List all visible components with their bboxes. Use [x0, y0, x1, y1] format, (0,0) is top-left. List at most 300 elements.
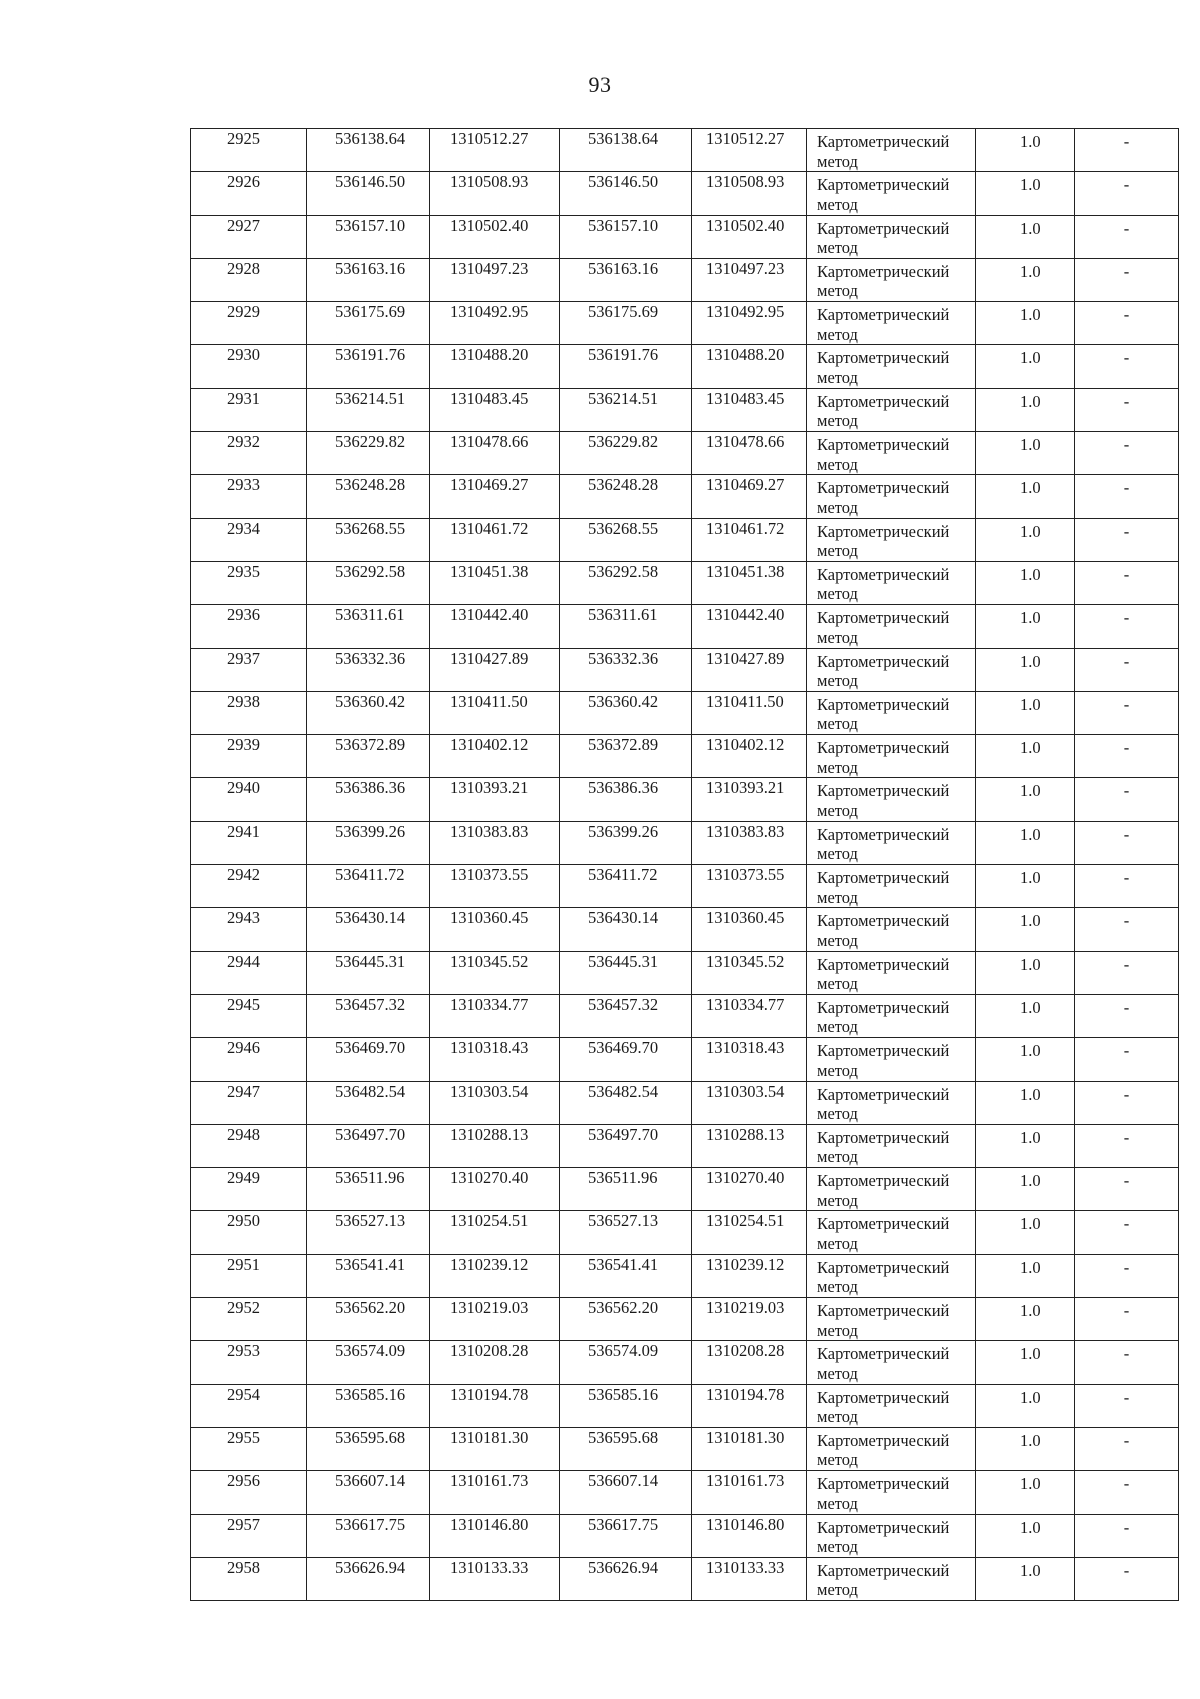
method-line-2: метод: [817, 151, 858, 171]
point-number-cell: 2958: [191, 1557, 307, 1600]
description-cell: -: [1075, 561, 1179, 604]
x-coordinate-existing-cell: 536214.51: [560, 388, 692, 431]
method-cell: [807, 1514, 976, 1557]
table-row: [191, 1254, 1179, 1297]
y-coordinate-cell: 1310393.21: [430, 778, 560, 821]
accuracy-cell: 1.0: [976, 302, 1075, 345]
accuracy-cell: 1.0: [976, 951, 1075, 994]
method-line-1: Картометрический: [817, 1474, 950, 1494]
method-line-2: метод: [817, 1017, 858, 1037]
x-coordinate-existing-cell: 536607.14: [560, 1471, 692, 1514]
method-line-2: метод: [817, 1190, 858, 1210]
method-line-2: метод: [817, 1450, 858, 1470]
table-row: [191, 648, 1179, 691]
description-cell: -: [1075, 1081, 1179, 1124]
method-line-2: метод: [817, 974, 858, 994]
x-coordinate-existing-cell: 536617.75: [560, 1514, 692, 1557]
y-coordinate-existing-cell: 1310411.50: [692, 691, 807, 734]
method-line-1: Картометрический: [817, 1387, 950, 1407]
description-cell: -: [1075, 865, 1179, 908]
x-coordinate-cell: 536268.55: [307, 518, 430, 561]
method-line-1: Картометрический: [817, 1517, 950, 1537]
table-row: [191, 518, 1179, 561]
y-coordinate-cell: 1310239.12: [430, 1254, 560, 1297]
point-number-cell: 2933: [191, 475, 307, 518]
method-line-1: Картометрический: [817, 738, 950, 758]
point-number-cell: 2956: [191, 1471, 307, 1514]
method-cell: [807, 432, 976, 475]
x-coordinate-existing-cell: 536157.10: [560, 215, 692, 258]
x-coordinate-cell: 536574.09: [307, 1341, 430, 1384]
y-coordinate-existing-cell: 1310161.73: [692, 1471, 807, 1514]
description-cell: -: [1075, 1384, 1179, 1427]
y-coordinate-cell: 1310219.03: [430, 1298, 560, 1341]
method-cell: [807, 908, 976, 951]
x-coordinate-cell: 536292.58: [307, 561, 430, 604]
method-cell: [807, 1471, 976, 1514]
point-number-cell: 2932: [191, 432, 307, 475]
accuracy-cell: 1.0: [976, 605, 1075, 648]
method-cell: [807, 1427, 976, 1470]
table-row: [191, 215, 1179, 258]
x-coordinate-existing-cell: 536469.70: [560, 1038, 692, 1081]
x-coordinate-cell: 536386.36: [307, 778, 430, 821]
y-coordinate-existing-cell: 1310133.33: [692, 1557, 807, 1600]
point-number-cell: 2951: [191, 1254, 307, 1297]
method-line-2: метод: [817, 497, 858, 517]
point-number-cell: 2940: [191, 778, 307, 821]
point-number-cell: 2929: [191, 302, 307, 345]
table-row: [191, 994, 1179, 1037]
method-line-1: Картометрический: [817, 868, 950, 888]
method-line-2: метод: [817, 411, 858, 431]
description-cell: -: [1075, 1341, 1179, 1384]
method-cell: [807, 258, 976, 301]
description-cell: -: [1075, 432, 1179, 475]
description-cell: -: [1075, 648, 1179, 691]
method-line-2: метод: [817, 1493, 858, 1513]
point-number-cell: 2950: [191, 1211, 307, 1254]
y-coordinate-cell: 1310334.77: [430, 994, 560, 1037]
x-coordinate-existing-cell: 536497.70: [560, 1124, 692, 1167]
y-coordinate-cell: 1310502.40: [430, 215, 560, 258]
y-coordinate-existing-cell: 1310208.28: [692, 1341, 807, 1384]
x-coordinate-cell: 536360.42: [307, 691, 430, 734]
x-coordinate-cell: 536497.70: [307, 1124, 430, 1167]
method-line-1: Картометрический: [817, 1171, 950, 1191]
x-coordinate-cell: 536138.64: [307, 129, 430, 172]
method-cell: [807, 605, 976, 648]
y-coordinate-existing-cell: 1310508.93: [692, 172, 807, 215]
description-cell: -: [1075, 951, 1179, 994]
accuracy-cell: 1.0: [976, 735, 1075, 778]
y-coordinate-existing-cell: 1310461.72: [692, 518, 807, 561]
y-coordinate-cell: 1310303.54: [430, 1081, 560, 1124]
coordinates-table: [190, 128, 1179, 1601]
method-line-2: метод: [817, 1233, 858, 1253]
method-cell: [807, 1081, 976, 1124]
x-coordinate-cell: 536445.31: [307, 951, 430, 994]
x-coordinate-cell: 536595.68: [307, 1427, 430, 1470]
method-line-2: метод: [817, 1060, 858, 1080]
x-coordinate-existing-cell: 536399.26: [560, 821, 692, 864]
y-coordinate-cell: 1310451.38: [430, 561, 560, 604]
description-cell: -: [1075, 345, 1179, 388]
method-cell: [807, 475, 976, 518]
point-number-cell: 2954: [191, 1384, 307, 1427]
point-number-cell: 2942: [191, 865, 307, 908]
x-coordinate-cell: 536191.76: [307, 345, 430, 388]
y-coordinate-cell: 1310194.78: [430, 1384, 560, 1427]
y-coordinate-cell: 1310288.13: [430, 1124, 560, 1167]
accuracy-cell: 1.0: [976, 1557, 1075, 1600]
x-coordinate-cell: 536163.16: [307, 258, 430, 301]
y-coordinate-existing-cell: 1310334.77: [692, 994, 807, 1037]
y-coordinate-existing-cell: 1310345.52: [692, 951, 807, 994]
y-coordinate-cell: 1310508.93: [430, 172, 560, 215]
accuracy-cell: 1.0: [976, 1081, 1075, 1124]
x-coordinate-existing-cell: 536585.16: [560, 1384, 692, 1427]
method-line-2: метод: [817, 1320, 858, 1340]
method-line-2: метод: [817, 1277, 858, 1297]
point-number-cell: 2926: [191, 172, 307, 215]
table-row: [191, 821, 1179, 864]
method-cell: [807, 821, 976, 864]
y-coordinate-cell: 1310208.28: [430, 1341, 560, 1384]
method-cell: [807, 865, 976, 908]
y-coordinate-existing-cell: 1310219.03: [692, 1298, 807, 1341]
table-row: [191, 561, 1179, 604]
table-row: [191, 1211, 1179, 1254]
table-row: [191, 1081, 1179, 1124]
description-cell: -: [1075, 1254, 1179, 1297]
method-line-2: метод: [817, 757, 858, 777]
method-line-1: Картометрический: [817, 435, 950, 455]
method-line-1: Картометрический: [817, 1257, 950, 1277]
table-row: [191, 1384, 1179, 1427]
point-number-cell: 2935: [191, 561, 307, 604]
y-coordinate-existing-cell: 1310270.40: [692, 1168, 807, 1211]
method-line-2: метод: [817, 1363, 858, 1383]
method-line-2: метод: [817, 800, 858, 820]
accuracy-cell: 1.0: [976, 1168, 1075, 1211]
method-cell: [807, 345, 976, 388]
method-line-1: Картометрический: [817, 478, 950, 498]
y-coordinate-existing-cell: 1310478.66: [692, 432, 807, 475]
method-cell: [807, 388, 976, 431]
y-coordinate-existing-cell: 1310373.55: [692, 865, 807, 908]
point-number-cell: 2944: [191, 951, 307, 994]
x-coordinate-existing-cell: 536595.68: [560, 1427, 692, 1470]
method-line-1: Картометрический: [817, 694, 950, 714]
x-coordinate-existing-cell: 536191.76: [560, 345, 692, 388]
x-coordinate-cell: 536527.13: [307, 1211, 430, 1254]
table-row: [191, 475, 1179, 518]
description-cell: -: [1075, 1557, 1179, 1600]
accuracy-cell: 1.0: [976, 691, 1075, 734]
table-row: [191, 302, 1179, 345]
x-coordinate-existing-cell: 536541.41: [560, 1254, 692, 1297]
point-number-cell: 2931: [191, 388, 307, 431]
method-cell: [807, 129, 976, 172]
method-line-1: Картометрический: [817, 1084, 950, 1104]
y-coordinate-existing-cell: 1310427.89: [692, 648, 807, 691]
method-cell: [807, 691, 976, 734]
method-cell: [807, 1557, 976, 1600]
y-coordinate-existing-cell: 1310492.95: [692, 302, 807, 345]
y-coordinate-cell: 1310461.72: [430, 518, 560, 561]
method-line-2: метод: [817, 1537, 858, 1556]
accuracy-cell: 1.0: [976, 908, 1075, 951]
y-coordinate-existing-cell: 1310360.45: [692, 908, 807, 951]
method-line-2: метод: [817, 714, 858, 734]
method-line-1: Картометрический: [817, 1041, 950, 1061]
method-cell: [807, 994, 976, 1037]
x-coordinate-existing-cell: 536386.36: [560, 778, 692, 821]
method-line-1: Картометрический: [817, 997, 950, 1017]
table-row: [191, 1557, 1179, 1600]
accuracy-cell: 1.0: [976, 994, 1075, 1037]
x-coordinate-existing-cell: 536445.31: [560, 951, 692, 994]
method-cell: [807, 778, 976, 821]
table-row: [191, 1427, 1179, 1470]
description-cell: -: [1075, 475, 1179, 518]
description-cell: -: [1075, 388, 1179, 431]
accuracy-cell: 1.0: [976, 1038, 1075, 1081]
description-cell: -: [1075, 172, 1179, 215]
method-cell: [807, 561, 976, 604]
y-coordinate-cell: 1310181.30: [430, 1427, 560, 1470]
description-cell: -: [1075, 908, 1179, 951]
point-number-cell: 2945: [191, 994, 307, 1037]
table-row: [191, 432, 1179, 475]
y-coordinate-cell: 1310478.66: [430, 432, 560, 475]
method-cell: [807, 1038, 976, 1081]
method-line-2: метод: [817, 367, 858, 387]
table-row: [191, 865, 1179, 908]
method-line-2: метод: [817, 194, 858, 214]
y-coordinate-existing-cell: 1310483.45: [692, 388, 807, 431]
accuracy-cell: 1.0: [976, 1254, 1075, 1297]
method-line-2: метод: [817, 1580, 858, 1600]
x-coordinate-cell: 536585.16: [307, 1384, 430, 1427]
description-cell: -: [1075, 1471, 1179, 1514]
table-body: [191, 129, 1179, 1601]
accuracy-cell: 1.0: [976, 388, 1075, 431]
method-line-1: Картометрический: [817, 521, 950, 541]
x-coordinate-existing-cell: 536411.72: [560, 865, 692, 908]
method-cell: [807, 302, 976, 345]
table-row: [191, 1038, 1179, 1081]
method-cell: [807, 1384, 976, 1427]
y-coordinate-cell: 1310411.50: [430, 691, 560, 734]
accuracy-cell: 1.0: [976, 345, 1075, 388]
accuracy-cell: 1.0: [976, 258, 1075, 301]
table-row: [191, 1124, 1179, 1167]
x-coordinate-cell: 536617.75: [307, 1514, 430, 1557]
accuracy-cell: 1.0: [976, 432, 1075, 475]
method-line-2: метод: [817, 238, 858, 258]
method-line-2: метод: [817, 930, 858, 950]
method-line-2: метод: [817, 844, 858, 864]
table-row: [191, 172, 1179, 215]
x-coordinate-existing-cell: 536626.94: [560, 1557, 692, 1600]
method-line-1: Картометрический: [817, 391, 950, 411]
y-coordinate-cell: 1310373.55: [430, 865, 560, 908]
point-number-cell: 2946: [191, 1038, 307, 1081]
accuracy-cell: 1.0: [976, 475, 1075, 518]
point-number-cell: 2949: [191, 1168, 307, 1211]
method-line-2: метод: [817, 454, 858, 474]
x-coordinate-cell: 536607.14: [307, 1471, 430, 1514]
description-cell: -: [1075, 778, 1179, 821]
point-number-cell: 2934: [191, 518, 307, 561]
x-coordinate-existing-cell: 536292.58: [560, 561, 692, 604]
method-line-2: метод: [817, 887, 858, 907]
x-coordinate-existing-cell: 536457.32: [560, 994, 692, 1037]
method-line-1: Картометрический: [817, 175, 950, 195]
method-line-2: метод: [817, 584, 858, 604]
x-coordinate-cell: 536399.26: [307, 821, 430, 864]
table-row: [191, 951, 1179, 994]
page-number: 93: [588, 72, 612, 97]
accuracy-cell: 1.0: [976, 215, 1075, 258]
y-coordinate-existing-cell: 1310254.51: [692, 1211, 807, 1254]
method-line-2: метод: [817, 541, 858, 561]
y-coordinate-existing-cell: 1310393.21: [692, 778, 807, 821]
description-cell: -: [1075, 215, 1179, 258]
point-number-cell: 2925: [191, 129, 307, 172]
accuracy-cell: 1.0: [976, 1341, 1075, 1384]
x-coordinate-existing-cell: 536175.69: [560, 302, 692, 345]
point-number-cell: 2927: [191, 215, 307, 258]
description-cell: -: [1075, 1514, 1179, 1557]
x-coordinate-cell: 536411.72: [307, 865, 430, 908]
y-coordinate-existing-cell: 1310288.13: [692, 1124, 807, 1167]
description-cell: -: [1075, 302, 1179, 345]
y-coordinate-existing-cell: 1310512.27: [692, 129, 807, 172]
description-cell: -: [1075, 1038, 1179, 1081]
table-row: [191, 735, 1179, 778]
method-line-1: Картометрический: [817, 1301, 950, 1321]
method-line-2: метод: [817, 1147, 858, 1167]
y-coordinate-existing-cell: 1310442.40: [692, 605, 807, 648]
y-coordinate-cell: 1310270.40: [430, 1168, 560, 1211]
accuracy-cell: 1.0: [976, 1514, 1075, 1557]
x-coordinate-cell: 536311.61: [307, 605, 430, 648]
point-number-cell: 2953: [191, 1341, 307, 1384]
y-coordinate-existing-cell: 1310239.12: [692, 1254, 807, 1297]
method-cell: [807, 518, 976, 561]
y-coordinate-cell: 1310469.27: [430, 475, 560, 518]
y-coordinate-existing-cell: 1310488.20: [692, 345, 807, 388]
y-coordinate-cell: 1310318.43: [430, 1038, 560, 1081]
y-coordinate-existing-cell: 1310194.78: [692, 1384, 807, 1427]
method-line-1: Картометрический: [817, 1214, 950, 1234]
method-line-2: метод: [817, 324, 858, 344]
method-line-1: Картометрический: [817, 911, 950, 931]
accuracy-cell: 1.0: [976, 648, 1075, 691]
y-coordinate-existing-cell: 1310383.83: [692, 821, 807, 864]
description-cell: -: [1075, 1124, 1179, 1167]
table-row: [191, 1298, 1179, 1341]
method-line-1: Картометрический: [817, 651, 950, 671]
y-coordinate-existing-cell: 1310469.27: [692, 475, 807, 518]
method-line-1: Картометрический: [817, 564, 950, 584]
table-row: [191, 388, 1179, 431]
x-coordinate-existing-cell: 536332.36: [560, 648, 692, 691]
y-coordinate-cell: 1310146.80: [430, 1514, 560, 1557]
method-cell: [807, 1124, 976, 1167]
y-coordinate-existing-cell: 1310497.23: [692, 258, 807, 301]
method-line-1: Картометрический: [817, 348, 950, 368]
x-coordinate-cell: 536229.82: [307, 432, 430, 475]
x-coordinate-existing-cell: 536482.54: [560, 1081, 692, 1124]
y-coordinate-existing-cell: 1310402.12: [692, 735, 807, 778]
point-number-cell: 2952: [191, 1298, 307, 1341]
description-cell: -: [1075, 605, 1179, 648]
method-line-1: Картометрический: [817, 1560, 950, 1580]
point-number-cell: 2936: [191, 605, 307, 648]
point-number-cell: 2928: [191, 258, 307, 301]
x-coordinate-cell: 536430.14: [307, 908, 430, 951]
method-cell: [807, 648, 976, 691]
table-row: [191, 1168, 1179, 1211]
accuracy-cell: 1.0: [976, 821, 1075, 864]
x-coordinate-existing-cell: 536146.50: [560, 172, 692, 215]
table-row: [191, 691, 1179, 734]
y-coordinate-cell: 1310442.40: [430, 605, 560, 648]
method-cell: [807, 1298, 976, 1341]
description-cell: -: [1075, 994, 1179, 1037]
x-coordinate-existing-cell: 536372.89: [560, 735, 692, 778]
accuracy-cell: 1.0: [976, 1471, 1075, 1514]
table-row: [191, 778, 1179, 821]
method-line-1: Картометрический: [817, 824, 950, 844]
accuracy-cell: 1.0: [976, 561, 1075, 604]
x-coordinate-cell: 536469.70: [307, 1038, 430, 1081]
accuracy-cell: 1.0: [976, 172, 1075, 215]
y-coordinate-cell: 1310483.45: [430, 388, 560, 431]
x-coordinate-existing-cell: 536562.20: [560, 1298, 692, 1341]
method-cell: [807, 1211, 976, 1254]
accuracy-cell: 1.0: [976, 1298, 1075, 1341]
x-coordinate-cell: 536146.50: [307, 172, 430, 215]
method-line-2: метод: [817, 1104, 858, 1124]
x-coordinate-cell: 536541.41: [307, 1254, 430, 1297]
accuracy-cell: 1.0: [976, 129, 1075, 172]
x-coordinate-existing-cell: 536430.14: [560, 908, 692, 951]
method-line-1: Картометрический: [817, 781, 950, 801]
point-number-cell: 2937: [191, 648, 307, 691]
method-line-1: Картометрический: [817, 261, 950, 281]
table-row: [191, 1341, 1179, 1384]
accuracy-cell: 1.0: [976, 865, 1075, 908]
method-cell: [807, 951, 976, 994]
y-coordinate-cell: 1310360.45: [430, 908, 560, 951]
x-coordinate-cell: 536214.51: [307, 388, 430, 431]
table-row: [191, 258, 1179, 301]
y-coordinate-existing-cell: 1310303.54: [692, 1081, 807, 1124]
x-coordinate-cell: 536175.69: [307, 302, 430, 345]
method-line-2: метод: [817, 281, 858, 301]
method-line-2: метод: [817, 627, 858, 647]
x-coordinate-existing-cell: 536360.42: [560, 691, 692, 734]
description-cell: -: [1075, 691, 1179, 734]
accuracy-cell: 1.0: [976, 1211, 1075, 1254]
description-cell: -: [1075, 821, 1179, 864]
x-coordinate-existing-cell: 536229.82: [560, 432, 692, 475]
